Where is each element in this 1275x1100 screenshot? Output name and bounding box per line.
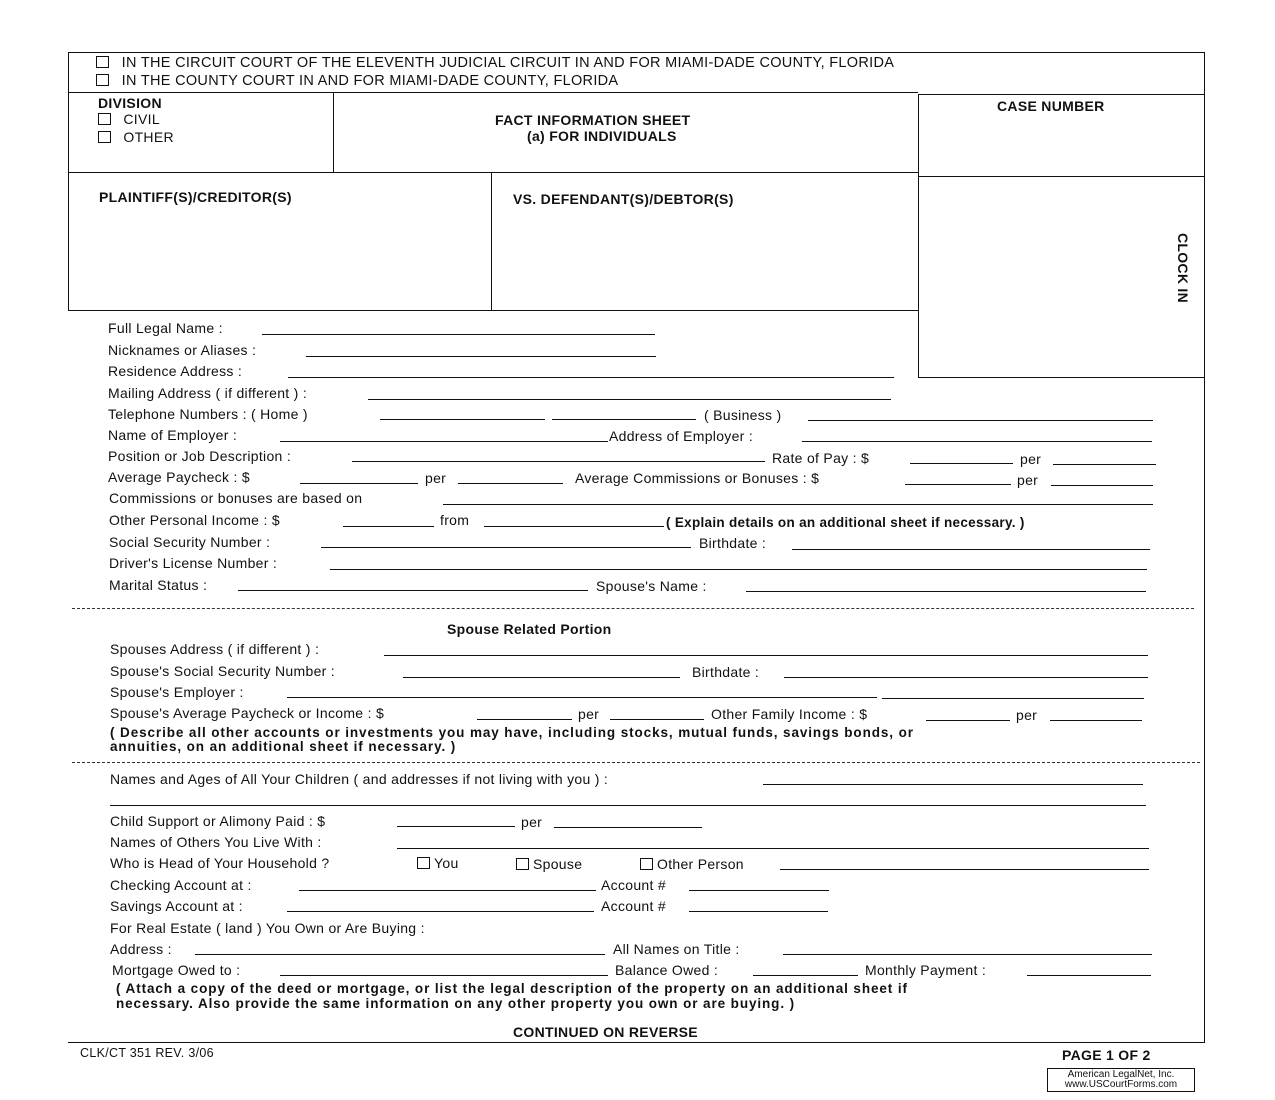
rate-per-label: per (1020, 451, 1042, 467)
form-subtitle: (a) FOR INDIVIDUALS (527, 128, 677, 144)
spouse-paycheck-per-input[interactable] (610, 719, 704, 720)
spouse-paycheck-per: per (578, 706, 600, 722)
children-input[interactable] (763, 784, 1143, 785)
birthdate-label: Birthdate : (699, 535, 767, 551)
spouse-section-title: Spouse Related Portion (447, 621, 612, 637)
frame-left-upper (68, 52, 69, 310)
commissions-based-label: Commissions or bonuses are based on (109, 490, 363, 506)
spouse-ssn-label: Spouse's Social Security Number : (110, 663, 335, 679)
child-support-label: Child Support or Alimony Paid : $ (110, 813, 326, 829)
spouse-name-label: Spouse's Name : (596, 578, 707, 594)
others-label: Names of Others You Live With : (110, 834, 322, 850)
avg-paycheck-label: Average Paycheck : $ (108, 469, 250, 485)
plaintiff-label: PLAINTIFF(S)/CREDITOR(S) (99, 189, 292, 205)
marital-status-input[interactable] (238, 590, 588, 591)
head-other-input[interactable] (780, 869, 1149, 870)
case-divider (918, 94, 1205, 95)
avg-paycheck-input[interactable] (300, 483, 418, 484)
deed-note-2: necessary. Also provide the same information on any other property you own or are buying. ) (116, 996, 796, 1011)
employer-input[interactable] (280, 441, 608, 442)
position-input[interactable] (352, 461, 765, 462)
nicknames-label: Nicknames or Aliases : (108, 342, 257, 358)
header-divider (68, 92, 918, 93)
head-spouse-label: Spouse (533, 856, 583, 872)
division-divider (333, 92, 334, 172)
ssn-label: Social Security Number : (109, 534, 271, 550)
family-income-per: per (1016, 707, 1038, 723)
others-input[interactable] (397, 848, 1149, 849)
monthly-payment-label: Monthly Payment : (865, 962, 987, 978)
real-estate-label: For Real Estate ( land ) You Own or Are Buying : (110, 920, 425, 936)
spouse-employer-input-2[interactable] (882, 698, 1144, 699)
children-label: Names and Ages of All Your Children ( and addresses if not living with you ) : (110, 771, 609, 787)
defendant-label: VS. DEFENDANT(S)/DEBTOR(S) (513, 191, 734, 207)
investments-note-1: ( Describe all other accounts or investments you may have, including stocks, mutual funds, savings bonds, or (110, 725, 914, 740)
drivers-license-input[interactable] (330, 569, 1147, 570)
spouse-name-input[interactable] (746, 591, 1146, 592)
circuit-court-text: IN THE CIRCUIT COURT OF THE ELEVENTH JUDICIAL CIRCUIT IN AND FOR MIAMI-DADE COUNTY, FLORIDA (121, 55, 895, 71)
spouse-address-input[interactable] (384, 655, 1148, 656)
other-checkbox[interactable] (98, 131, 111, 143)
from-label: from (440, 512, 470, 528)
mortgage-input[interactable] (280, 975, 608, 976)
checking-label: Checking Account at : (110, 877, 252, 893)
investments-note-2: annuities, on an additional sheet if necessary. ) (110, 739, 457, 754)
parties-bottom (68, 310, 918, 311)
form-title: FACT INFORMATION SHEET (495, 112, 691, 128)
nicknames-input[interactable] (306, 356, 656, 357)
publisher-box (1047, 1068, 1195, 1092)
civil-checkbox[interactable] (98, 113, 111, 125)
head-you-option (417, 855, 459, 871)
publisher-url: www.USCourtForms.com (1064, 1079, 1178, 1090)
marital-status-label: Marital Status : (109, 577, 208, 593)
frame-right (1204, 52, 1205, 1042)
avg-commissions-input[interactable] (905, 484, 1011, 485)
parties-top (68, 172, 918, 173)
frame-top (68, 52, 1205, 53)
names-on-title-label: All Names on Title : (613, 941, 740, 957)
spouse-address-label: Spouses Address ( if different ) : (110, 641, 320, 657)
mortgage-label: Mortgage Owed to : (112, 962, 241, 978)
balance-label: Balance Owed : (615, 962, 719, 978)
income-from-input[interactable] (484, 526, 664, 527)
savings-account-label: Account # (601, 898, 666, 914)
civil-label: CIVIL (123, 111, 160, 127)
residence-label: Residence Address : (108, 363, 243, 379)
child-support-per-input[interactable] (554, 827, 702, 828)
parties-divider (491, 172, 492, 310)
division-civil (98, 111, 160, 127)
deed-note-1: ( Attach a copy of the deed or mortgage, or list the legal description of the property on an additional sheet if (116, 981, 908, 996)
family-income-per-input[interactable] (1050, 720, 1142, 721)
children-input-2[interactable] (110, 805, 1146, 806)
head-other-option (640, 856, 744, 872)
circuit-court-option (96, 55, 894, 71)
paycheck-per-input[interactable] (458, 483, 563, 484)
full-legal-name-input[interactable] (262, 334, 655, 335)
employer-address-input[interactable] (802, 441, 1152, 442)
other-family-income-input[interactable] (926, 720, 1010, 721)
checking-input[interactable] (299, 890, 596, 891)
business-phone-input[interactable] (808, 420, 1153, 421)
case-box-inner (918, 176, 1205, 177)
savings-label: Savings Account at : (110, 898, 243, 914)
spouse-employer-input[interactable] (287, 697, 877, 698)
section-divider-2 (72, 762, 1200, 763)
clock-box-bottom (918, 377, 1205, 378)
full-legal-name-label: Full Legal Name : (108, 320, 223, 336)
spouse-paycheck-label: Spouse's Average Paycheck or Income : $ (110, 705, 385, 721)
home-phone-input[interactable] (380, 419, 545, 420)
commissions-per-input[interactable] (1051, 485, 1153, 486)
other-income-label: Other Personal Income : $ (109, 512, 280, 528)
section-divider-1 (72, 608, 1194, 609)
checking-account-input[interactable] (689, 890, 829, 891)
clock-in-label: CLOCK IN (1175, 232, 1192, 304)
division-other (98, 129, 174, 145)
case-box-left (918, 94, 919, 378)
position-label: Position or Job Description : (108, 448, 292, 464)
spouse-birthdate-label: Birthdate : (692, 664, 760, 680)
spouse-paycheck-input[interactable] (477, 719, 572, 720)
drivers-license-label: Driver's License Number : (109, 555, 278, 571)
spouse-birthdate-input[interactable] (784, 677, 1148, 678)
publisher-name: American LegalNet, Inc. (1067, 1069, 1175, 1080)
spouse-employer-label: Spouse's Employer : (110, 684, 244, 700)
other-family-income-label: Other Family Income : $ (711, 706, 868, 722)
ssn-input[interactable] (321, 547, 691, 548)
head-spouse-checkbox[interactable] (516, 858, 529, 870)
page-number: PAGE 1 OF 2 (1062, 1047, 1151, 1063)
form-id: CLK/CT 351 REV. 3/06 (80, 1046, 214, 1060)
rate-per-input[interactable] (1053, 464, 1156, 465)
paycheck-per-label: per (425, 470, 447, 486)
child-support-input[interactable] (397, 826, 515, 827)
checking-account-label: Account # (601, 877, 666, 893)
other-income-input[interactable] (343, 526, 434, 527)
savings-input[interactable] (287, 911, 594, 912)
monthly-payment-input[interactable] (1027, 975, 1151, 976)
property-address-label: Address : (110, 941, 172, 957)
balance-input[interactable] (753, 975, 858, 976)
county-court-text: IN THE COUNTY COURT IN AND FOR MIAMI-DADE COUNTY, FLORIDA (121, 73, 619, 89)
head-other-label: Other Person (657, 856, 744, 872)
savings-account-input[interactable] (689, 911, 828, 912)
property-address-input[interactable] (195, 954, 605, 955)
head-spouse-option (516, 856, 582, 872)
mailing-input[interactable] (368, 399, 891, 400)
head-you-checkbox[interactable] (417, 857, 430, 869)
telephone-label: Telephone Numbers : ( Home ) (108, 406, 308, 422)
other-label: OTHER (123, 129, 174, 145)
home-phone-input-2[interactable] (552, 419, 696, 420)
names-on-title-input[interactable] (783, 954, 1152, 955)
mailing-label: Mailing Address ( if different ) : (108, 385, 308, 401)
explain-note: ( Explain details on an additional sheet if necessary. ) (666, 515, 1025, 530)
head-other-checkbox[interactable] (640, 858, 653, 870)
case-number-label: CASE NUMBER (997, 98, 1105, 114)
frame-bottom (68, 1042, 1205, 1043)
spouse-ssn-input[interactable] (403, 677, 680, 678)
commissions-per-label: per (1017, 472, 1039, 488)
avg-commissions-label: Average Commissions or Bonuses : $ (575, 470, 820, 486)
head-of-household-label: Who is Head of Your Household ? (110, 855, 330, 871)
employer-label: Name of Employer : (108, 427, 238, 443)
circuit-court-checkbox[interactable] (96, 56, 109, 68)
child-support-per: per (521, 814, 543, 830)
rate-of-pay-label: Rate of Pay : $ (772, 450, 870, 466)
rate-of-pay-input[interactable] (910, 463, 1013, 464)
county-court-option (96, 73, 618, 89)
business-label: ( Business ) (704, 407, 782, 423)
employer-address-label: Address of Employer : (609, 428, 754, 444)
commissions-based-input[interactable] (443, 504, 1153, 505)
division-title: DIVISION (98, 95, 162, 111)
head-you-label: You (434, 855, 459, 871)
residence-input[interactable] (288, 377, 894, 378)
birthdate-input[interactable] (792, 549, 1150, 550)
continued-label: CONTINUED ON REVERSE (513, 1024, 698, 1040)
county-court-checkbox[interactable] (96, 74, 109, 86)
